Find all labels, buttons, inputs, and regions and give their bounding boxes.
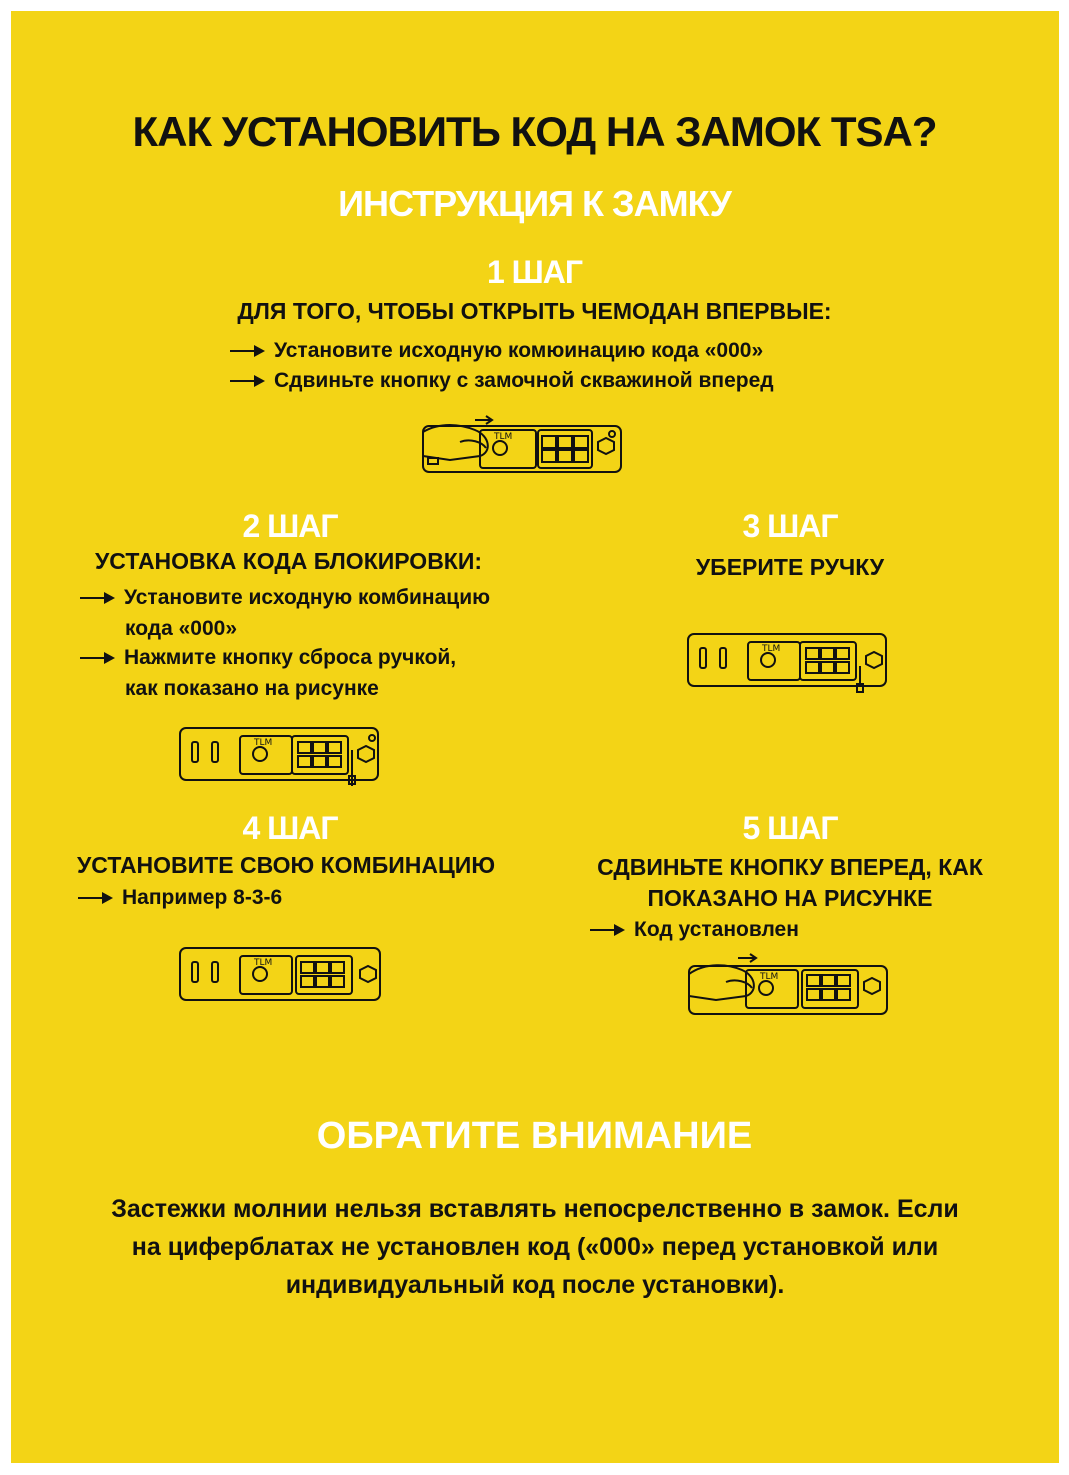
step-1-bullet-1-text: Установите исходную комюинацию кода «000»: [274, 339, 764, 362]
step-1-bullet-2: [230, 369, 774, 393]
step-5-bullet-1-text: Код установлен: [634, 918, 799, 941]
arrow-icon: [80, 591, 116, 605]
svg-text:TLM: TLM: [760, 972, 779, 982]
step-2-bullet-1: [80, 586, 490, 610]
lock-illustration-step-3: [686, 632, 891, 697]
step-1-heading: ДЛЯ ТОГО, ЧТОБЫ ОТКРЫТЬ ЧЕМОДАН ВПЕРВЫЕ:: [237, 298, 832, 324]
step-2-bullet-2: [80, 646, 456, 670]
svg-text:TLM: TLM: [494, 432, 513, 442]
step-1-title: 1 ШАГ: [486, 254, 583, 290]
step-1-bullet-2-text: Сдвиньте кнопку с замочной скважиной вперед: [274, 369, 774, 392]
step-1-bullet-1: [230, 339, 763, 363]
arrow-icon: [230, 344, 266, 358]
svg-text:TLM: TLM: [254, 958, 273, 968]
step-2-title: 2 ШАГ: [242, 508, 338, 544]
step-2-bullet-1-text: Установите исходную комбинацию: [124, 586, 491, 609]
step-3-title: 3 ШАГ: [742, 508, 838, 544]
step-4-heading: УСТАНОВИТЕ СВОЮ КОМБИНАЦИЮ: [77, 852, 496, 878]
note-line-2: на циферблатах не установлен код («000» перед установкой или: [131, 1233, 939, 1261]
note-text: [60, 1190, 1010, 1304]
lock-illustration-step-1: [420, 412, 625, 477]
lock-illustration-step-4: [178, 946, 383, 1004]
step-4-bullet-1: [78, 886, 282, 910]
svg-text:TLM: TLM: [762, 644, 781, 654]
note-line-3: индивидуальный код после установки).: [285, 1271, 785, 1299]
page-subtitle: ИНСТРУКЦИЯ К ЗАМКУ: [338, 183, 731, 224]
step-4-title: 4 ШАГ: [242, 810, 338, 846]
step-5-heading-line-1: СДВИНЬТЕ КНОПКУ ВПЕРЕД, КАК: [597, 854, 983, 880]
note-line-1: Застежки молнии нельзя вставлять непосрелственно в замок. Если: [111, 1195, 959, 1223]
lock-illustration-step-5: [686, 950, 891, 1018]
step-3-heading: УБЕРИТЕ РУЧКУ: [695, 554, 885, 580]
step-2-bullet-1-cont: кода «000»: [125, 617, 238, 640]
arrow-icon: [80, 651, 116, 665]
arrow-icon: [78, 891, 114, 905]
note-title: ОБРАТИТЕ ВНИМАНИЕ: [316, 1115, 753, 1157]
step-5-title: 5 ШАГ: [742, 810, 838, 846]
arrow-icon: [230, 374, 266, 388]
step-2-bullet-2-cont: как показано на рисунке: [125, 677, 379, 700]
step-2-heading: УСТАНОВКА КОДА БЛОКИРОВКИ:: [95, 548, 483, 574]
svg-text:TLM: TLM: [254, 738, 273, 748]
step-5-heading-line-2: ПОКАЗАНО НА РИСУНКЕ: [647, 885, 933, 911]
lock-illustration-step-2: [178, 726, 383, 788]
step-5-bullet-1: [590, 918, 799, 942]
arrow-icon: [590, 923, 626, 937]
step-2-bullet-2-text: Нажмите кнопку сброса ручкой,: [124, 646, 457, 669]
step-4-bullet-1-text: Например 8-3-6: [122, 886, 283, 909]
page-title: КАК УСТАНОВИТЬ КОД НА ЗАМОК TSA?: [132, 108, 937, 155]
